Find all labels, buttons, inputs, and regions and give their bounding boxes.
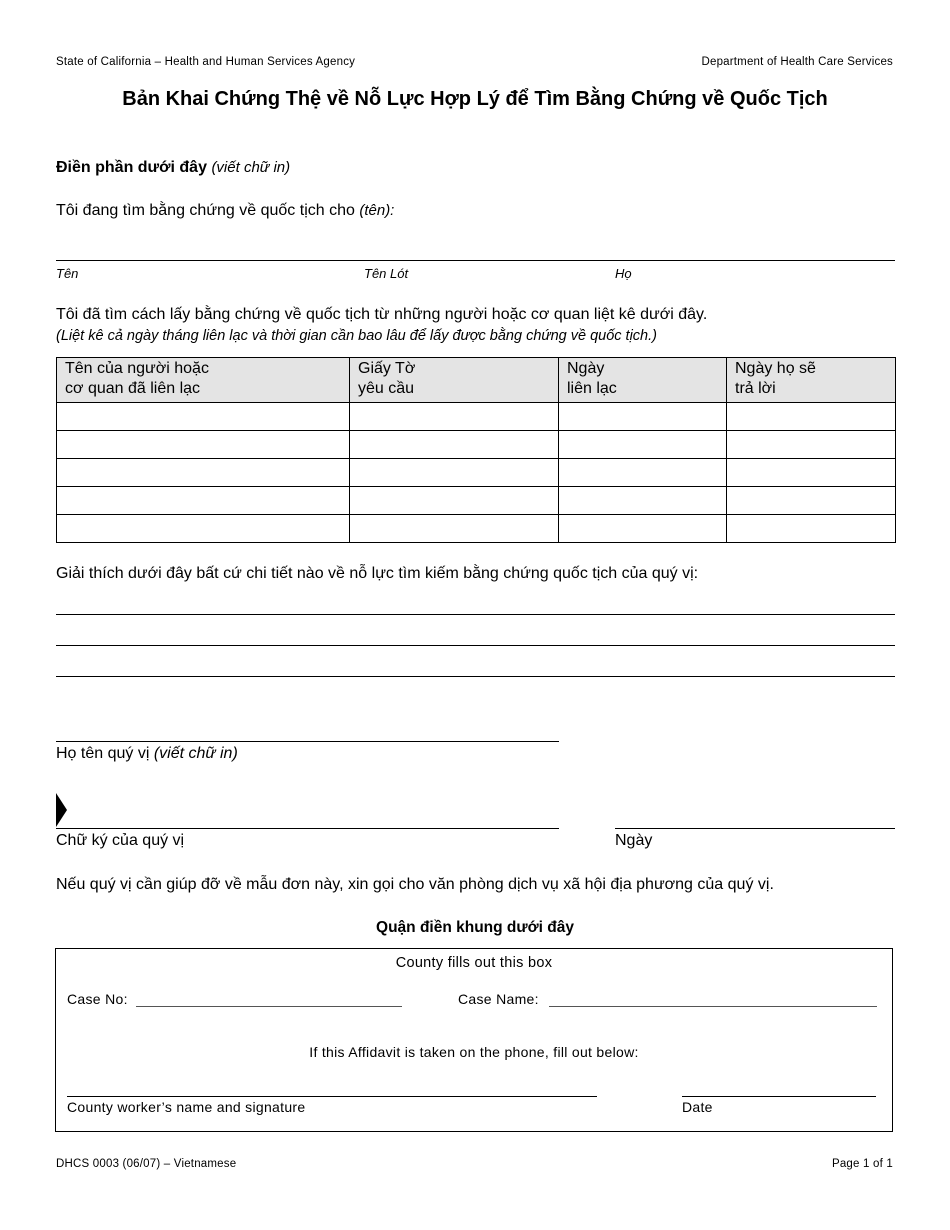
form-id: DHCS 0003 (06/07) – Vietnamese [56, 1158, 237, 1170]
phone-note: If this Affidavit is taken on the phone, fill out below: [309, 1044, 639, 1060]
table-cell[interactable] [350, 403, 559, 431]
column-header-contact: Tên của người hoặc cơ quan đã liên lạc [57, 358, 350, 403]
contacts-table [56, 357, 896, 543]
case-no-field[interactable] [136, 1006, 402, 1007]
table-cell[interactable] [57, 403, 350, 431]
column-header-response-date: Ngày họ sẽ trả lời [727, 358, 896, 403]
county-box [55, 948, 893, 1132]
table-row [57, 487, 896, 515]
contacts-intro: Tôi đã tìm cách lấy bằng chứng về quốc tịch từ những người hoặc cơ quan liệt kê dưới đây. [56, 306, 708, 323]
table-cell[interactable] [57, 431, 350, 459]
table-cell[interactable] [727, 515, 896, 543]
table-cell[interactable] [57, 487, 350, 515]
worker-label: County worker’s name and signature [67, 1099, 306, 1115]
table-cell[interactable] [350, 459, 559, 487]
name-prompt [56, 202, 394, 220]
printed-name-note: (viết chữ in) [153, 745, 238, 762]
signature-line[interactable] [56, 828, 559, 829]
table-cell[interactable] [559, 459, 727, 487]
table-cell[interactable] [350, 487, 559, 515]
table-cell[interactable] [57, 515, 350, 543]
county-box-title: County fills out this box [395, 955, 553, 971]
fill-heading-text: Điền phần dưới đây [56, 159, 207, 176]
date-label: Ngày [615, 832, 653, 849]
contacts-note: (Liệt kê cả ngày tháng liên lạc và thời gian cần bao lâu để lấy được bằng chứng về quốc tịch.) [56, 328, 657, 344]
form-title: Bản Khai Chứng Thệ về Nỗ Lực Hợp Lý để Tìm Bằng Chứng về Quốc Tịch [122, 88, 828, 110]
table-cell[interactable] [350, 515, 559, 543]
table-cell[interactable] [57, 459, 350, 487]
date-line[interactable] [615, 828, 895, 829]
table-cell[interactable] [559, 487, 727, 515]
page-number: Page 1 of 1 [831, 1158, 893, 1170]
name-prompt-note: (tên): [359, 202, 395, 219]
case-no-label: Case No: [67, 991, 128, 1007]
explain-prompt: Giải thích dưới đây bất cứ chi tiết nào về nỗ lực tìm kiếm bằng chứng quốc tịch của quý vị: [56, 565, 699, 582]
county-date-line[interactable] [682, 1096, 876, 1097]
table-cell[interactable] [727, 487, 896, 515]
explain-line-1[interactable] [56, 614, 895, 615]
column-header-documents: Giấy Tờ yêu cầu [350, 358, 559, 403]
table-cell[interactable] [559, 431, 727, 459]
table-header-row [57, 358, 896, 403]
case-name-field[interactable] [549, 1006, 877, 1007]
agency-header: State of California – Health and Human Services Agency [56, 56, 356, 68]
worker-signature-line[interactable] [67, 1096, 597, 1097]
printed-name-label [56, 745, 238, 763]
county-heading: Quận điền khung dưới đây [376, 919, 574, 936]
table-row [57, 515, 896, 543]
table-cell[interactable] [727, 403, 896, 431]
explain-line-3[interactable] [56, 676, 895, 677]
signature-label: Chữ ký của quý vị [56, 832, 185, 849]
middle-name-label: Tên Lót [364, 266, 409, 281]
table-row [57, 459, 896, 487]
table-cell[interactable] [559, 515, 727, 543]
table-cell[interactable] [727, 459, 896, 487]
name-prompt-text: Tôi đang tìm bằng chứng về quốc tịch cho [56, 202, 355, 219]
column-header-date-contacted: Ngày liên lạc [559, 358, 727, 403]
fill-heading-note: (viết chữ in) [211, 159, 291, 176]
county-date-label: Date [682, 1099, 713, 1115]
table-cell[interactable] [559, 403, 727, 431]
table-row [57, 431, 896, 459]
printed-name-text: Họ tên quý vị [56, 745, 150, 762]
explain-line-2[interactable] [56, 645, 895, 646]
department-header: Department of Health Care Services [701, 56, 893, 68]
first-name-label: Tên [56, 266, 79, 281]
sign-here-arrow-icon [56, 793, 67, 827]
table-row [57, 403, 896, 431]
name-input-line[interactable] [56, 260, 895, 261]
help-text: Nếu quý vị cần giúp đỡ về mẫu đơn này, xin gọi cho văn phòng dịch vụ xã hội địa phương của quý vị. [56, 876, 774, 893]
printed-name-line[interactable] [56, 741, 559, 742]
fill-section-heading [56, 159, 290, 177]
table-cell[interactable] [350, 431, 559, 459]
table-cell[interactable] [727, 431, 896, 459]
case-name-label: Case Name: [458, 991, 539, 1007]
last-name-label: Họ [615, 266, 632, 281]
